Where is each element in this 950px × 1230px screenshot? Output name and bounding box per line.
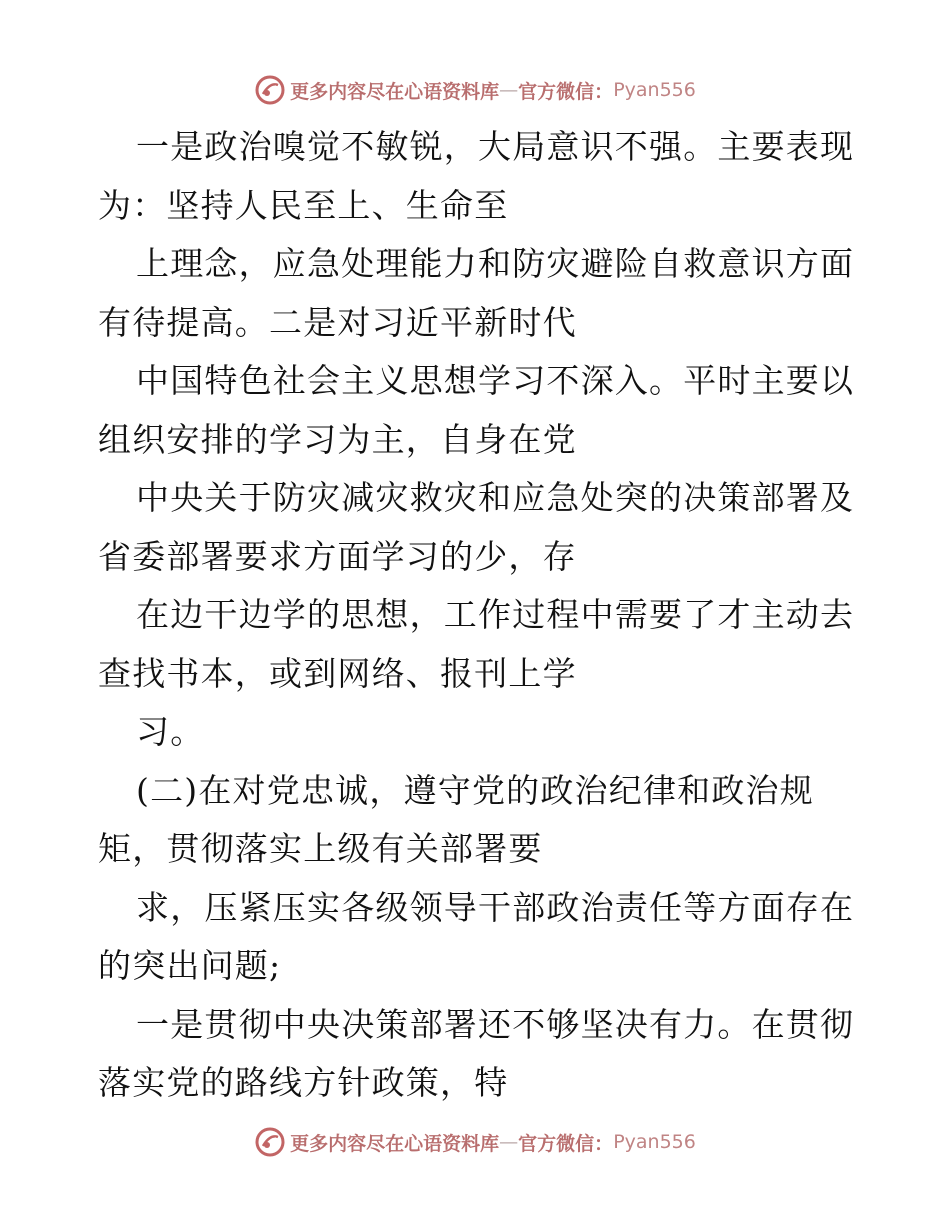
text-line: 上理念，应急处理能力和防灾避险自救意识方面	[136, 244, 855, 283]
watermark-official: 官方微信：	[518, 1132, 614, 1155]
text-line: 查找书本，或到网络、报刊上学	[98, 653, 577, 693]
text-line: 一是贯彻中央决策部署还不够坚决有力。在贯彻	[136, 1004, 855, 1044]
watermark-dash: —	[499, 79, 519, 101]
text-line: 有待提高。二是对习近平新时代	[98, 302, 577, 342]
watermark-account: Pyan556	[613, 1131, 696, 1153]
footer-watermark	[0, 1124, 950, 1160]
watermark-text: 更多内容尽在心语资料库	[290, 80, 500, 103]
logo-icon	[254, 74, 286, 106]
text-line: 中央关于防灾减灾救灾和应急处突的决策部署及	[136, 478, 855, 517]
logo-icon	[254, 1126, 286, 1158]
text-line: 为：坚持人民至上、生命至	[98, 185, 509, 225]
watermark-dash: —	[499, 1131, 519, 1153]
watermark-account: Pyan556	[613, 79, 696, 101]
watermark-official: 官方微信：	[518, 80, 614, 103]
text-line: 省委部署要求方面学习的少，存	[98, 536, 577, 576]
text-line: 中国特色社会主义思想学习不深入。平时主要以	[136, 361, 855, 400]
text-line: 习。	[136, 712, 205, 751]
document-body	[98, 118, 858, 1113]
text-line: (二)在对党忠诚，遵守党的政治纪律和政治规	[136, 770, 814, 810]
text-line: 落实党的路线方针政策，特	[98, 1063, 509, 1102]
header-watermark	[0, 72, 950, 108]
text-line: 矩，贯彻落实上级有关部署要	[98, 829, 543, 868]
text-line: 求，压紧压实各级领导干部政治责任等方面存在	[136, 887, 855, 927]
text-line: 一是政治嗅觉不敏锐，大局意识不强。主要表现	[136, 127, 855, 166]
text-line: 组织安排的学习为主，自身在党	[98, 419, 577, 459]
text-line: 在边干边学的思想，工作过程中需要了才主动去	[136, 595, 855, 634]
watermark-text: 更多内容尽在心语资料库	[290, 1132, 500, 1155]
text-line: 的突出问题;	[98, 946, 282, 985]
